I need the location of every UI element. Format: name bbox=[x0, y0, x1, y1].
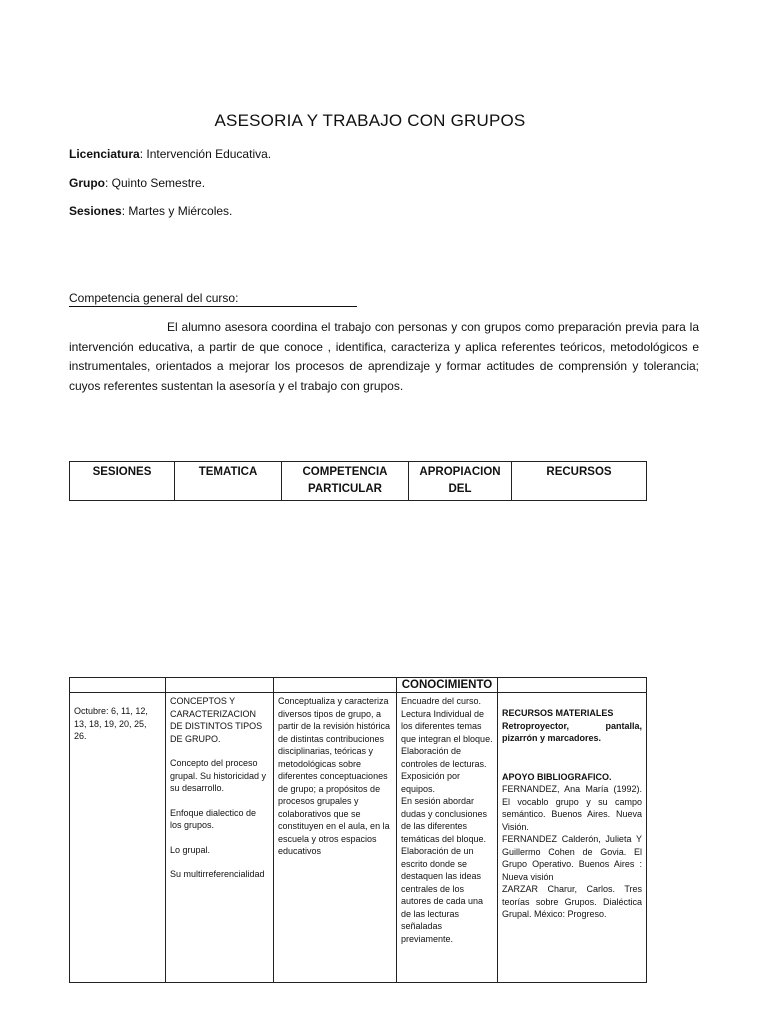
bibliografia-ref: FERNANDEZ, Ana María (1992). El vocablo grupo y su campo semántico. Buenos Aires. Nueva Visión. bbox=[502, 784, 642, 832]
sesiones-dates: Octubre: 6, 11, 12, 13, 18, 19, 20, 25, 26. bbox=[74, 706, 148, 741]
tematica-item: Concepto del proceso grupal. Su historicidad y su desarrollo. bbox=[170, 758, 267, 793]
recursos-materiales-label: RECURSOS MATERIALES bbox=[502, 708, 614, 718]
content-body-row bbox=[70, 693, 647, 983]
apoyo-bibliografico-label: APOYO BIBLIOGRAFICO. bbox=[502, 771, 612, 782]
col-tematica: TEMATICA bbox=[175, 462, 282, 501]
field-licenciatura bbox=[69, 147, 271, 161]
page-title: ASESORIA Y TRABAJO CON GRUPOS bbox=[214, 111, 526, 130]
tematica-item: Enfoque dialectico de los grupos. bbox=[170, 807, 257, 830]
col-competencia: COMPETENCIA PARTICULAR bbox=[282, 462, 409, 501]
conocimiento-header: CONOCIMIENTO bbox=[397, 678, 498, 693]
recursos-materiales: Retroproyector, pantalla, pizarrón y marcadores. bbox=[502, 720, 642, 743]
conocimiento-item: En sesión abordar dudas y conclusiones de las diferentes temáticas del bloque. bbox=[401, 796, 488, 844]
competencia-particular-text: Conceptualiza y caracteriza diversos tipos de grupo, a partir de la revisión histórica de distintas contribuciones disciplinarias, teóricas y metodológicas sobre diferentes conceptuaciones de grupo; a propósitos de procesos grupales y colaborativos que se constituyen en el aula, en la escuela y otros espacios educativos bbox=[278, 696, 391, 856]
field-label: Sesiones bbox=[69, 204, 122, 218]
conocimiento-item: Lectura Individual de los diferentes temas que integran el bloque. bbox=[401, 708, 493, 744]
col-apropiacion: APROPIACION DEL bbox=[409, 462, 512, 501]
tematica-item: Su multirreferencialidad bbox=[170, 869, 265, 879]
col-recursos: RECURSOS bbox=[512, 462, 647, 501]
header-row bbox=[70, 462, 647, 501]
cell-conocimiento bbox=[397, 693, 498, 983]
tematica-item: Lo grupal. bbox=[170, 844, 211, 855]
cell-sesiones bbox=[70, 693, 166, 983]
field-sesiones bbox=[69, 204, 232, 218]
content-table bbox=[69, 677, 647, 983]
competencia-paragraph bbox=[69, 318, 699, 396]
field-grupo bbox=[69, 176, 205, 190]
cell-tematica bbox=[166, 693, 274, 983]
competencia-text: El alumno asesora coordina el trabajo con personas y con grupos como preparación previa para la intervención educativa, a partir de que conoce , identifica, caracteriza y aplica referentes teóricos, metodológicos e instrumentales, orientados a mejorar los procesos de aprendizaje y formar actitudes de comprensión y tolerancia; cuyos referentes sustentan la asesoría y el trabajo con grupos. bbox=[69, 320, 699, 393]
field-value: : Martes y Miércoles. bbox=[121, 204, 233, 218]
conocimiento-item: Encuadre del curso. bbox=[401, 696, 482, 706]
field-label: Licenciatura bbox=[69, 147, 140, 161]
conocimiento-item: Elaboración de un escrito donde se destaquen las ideas centrales de los autores de cada una de las lecturas señaladas previamente. bbox=[401, 846, 484, 944]
field-label: Grupo bbox=[69, 176, 105, 190]
cell-competencia bbox=[274, 693, 397, 983]
content-head-row bbox=[70, 678, 647, 693]
bibliografia-ref: FERNANDEZ Calderón, Julieta Y Guillermo Cohen de Govia. El Grupo Operativo. Buenos Aires : Nueva visión bbox=[502, 834, 642, 882]
field-value: : Quinto Semestre. bbox=[105, 176, 206, 190]
cell-recursos bbox=[498, 693, 647, 983]
col-sesiones: SESIONES bbox=[70, 462, 175, 501]
tematica-item: CONCEPTOS Y CARACTERIZACION DE DISTINTOS TIPOS DE GRUPO. bbox=[170, 696, 263, 744]
header-table bbox=[69, 461, 647, 501]
field-value: : Intervención Educativa. bbox=[139, 147, 272, 161]
conocimiento-item: Exposición por equipos. bbox=[401, 771, 461, 794]
bibliografia-ref: ZARZAR Charur, Carlos. Tres teorías sobre Grupos. Dialéctica Grupal. México: Progreso. bbox=[502, 884, 642, 919]
competencia-heading: Competencia general del curso: bbox=[69, 291, 357, 307]
conocimiento-item: Elaboración de controles de lecturas. bbox=[401, 746, 487, 769]
